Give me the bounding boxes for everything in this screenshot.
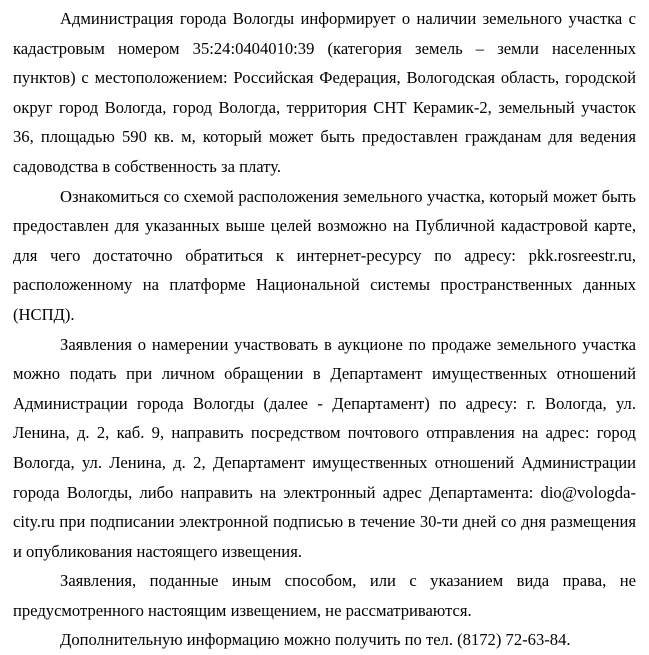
paragraph-land-plot-announcement: Администрация города Вологды информирует о наличии земельного участка с кадастровым номером 35:24:0404010:39 (категория земель – земли населенных пунктов) с местоположением: Российская Федерация, Вологодская область, городской округ город Вологда, город Вологда, территория СНТ Керамик-2, земельный участок 36, площадью 590 кв. м, который может быть предоставлен гражданам для ведения садоводства в собственность за плату. [13, 9, 636, 176]
paragraph-cadastral-map-info: Ознакомиться со схемой расположения земельного участка, который может быть предоставлен для указанных выше целей возможно на Публичной кадастровой карте, для чего достаточно обратиться к интернет-ресурсу по адресу: pkk.rosreestr.ru, расположенному на платформе Национальной системы пространственных данных (НСПД). [13, 186, 636, 324]
paragraph-contact-phone: Дополнительную информацию можно получить по тел. (8172) 72-63-84. [60, 630, 571, 650]
paragraph-application-procedure: Заявления о намерении участвовать в аукционе по продаже земельного участка можно подать при личном обращении в Департамент имущественных отношений Администрации города Вологды (далее - Департамент) по адресу: г. Вологда, ул. Ленина, д. 2, каб. 9, направить посредством почтового отправления на адрес: город Вологда, ул. Ленина, д. 2, Департамент имущественных отношений Администрации города Вологды, либо направить на электронный адрес Департамента: dio@vologda-city.ru при подписании электронной подписью в течение 30-ти дней со дня размещения и опубликования настоящего извещения. [13, 334, 636, 561]
paragraph-rejection-notice: Заявления, поданные иным способом, или с указанием вида права, не предусмотренного настоящим извещением, не рассматриваются. [13, 571, 636, 620]
